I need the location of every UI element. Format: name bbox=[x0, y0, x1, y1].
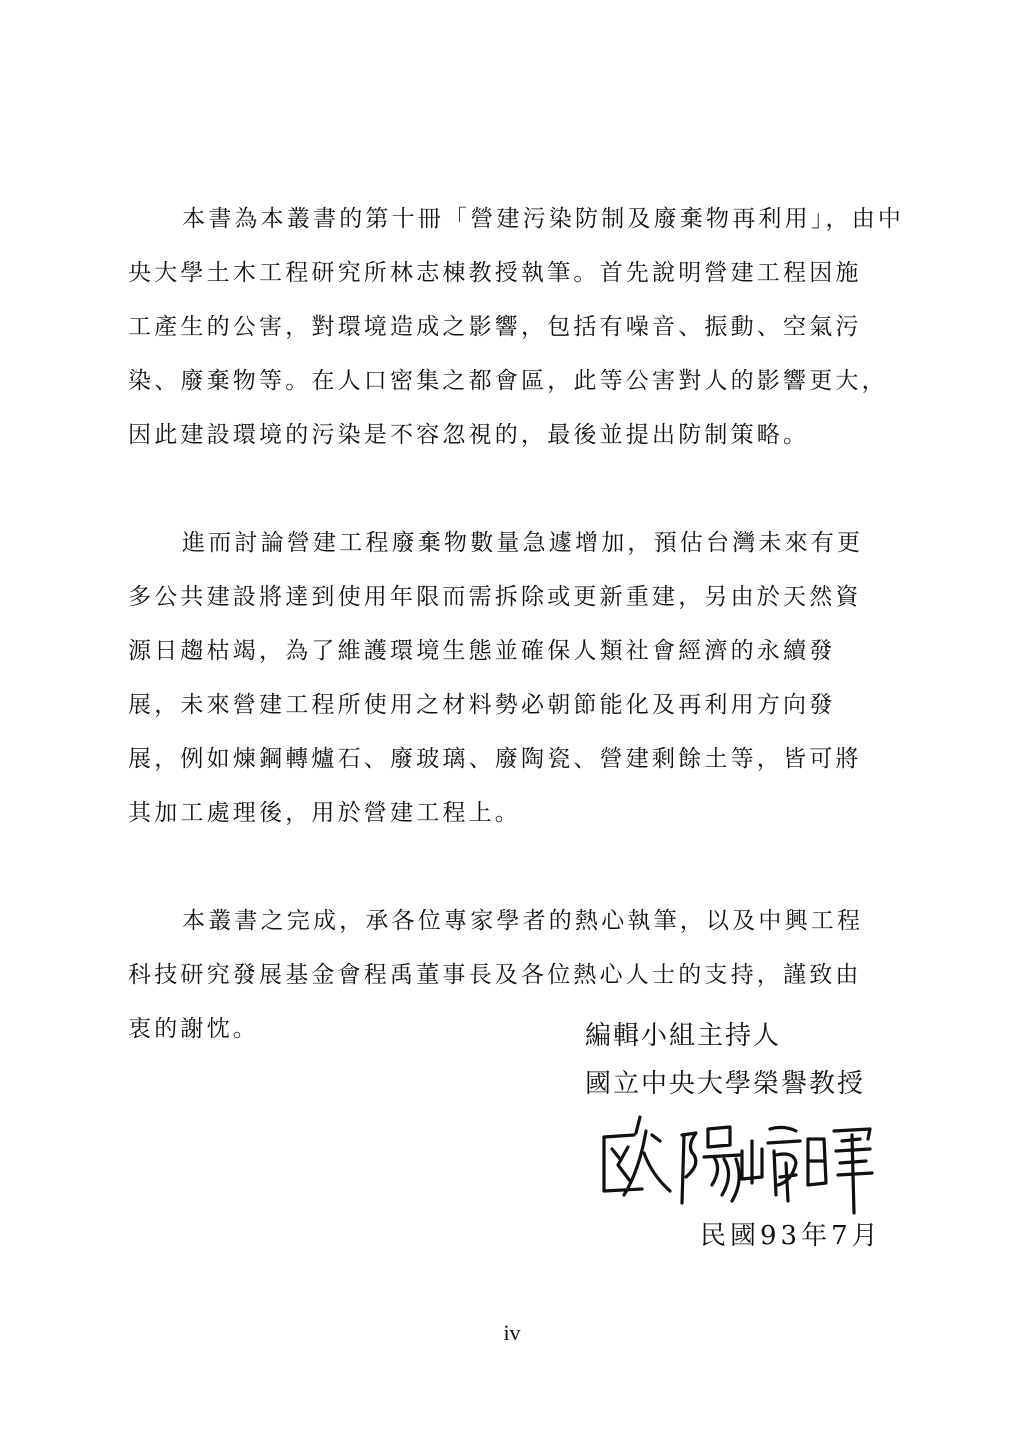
text-line: 展，未來營建工程所使用之材料勢必朝節能化及再利用方向發 bbox=[128, 692, 836, 718]
text-line: 進而討論營建工程廢棄物數量急遽增加，預估台灣未來有更 bbox=[182, 530, 864, 556]
text-line: 展，例如煉鋼轉爐石、廢玻璃、廢陶瓷、營建剩餘土等，皆可將 bbox=[128, 746, 862, 772]
editor-affiliation: 國立中央大學榮譽教授 bbox=[585, 1069, 866, 1099]
text-line: 本書為本叢書的第十冊「營建污染防制及廢棄物再利用」，由中 bbox=[182, 206, 905, 232]
text-line: 科技研究發展基金會程禹董事長及各位熱心人士的支持，謹致由 bbox=[128, 962, 862, 988]
paragraph bbox=[128, 192, 903, 462]
text-line: 其加工處理後，用於營建工程上。 bbox=[128, 800, 521, 826]
paragraph bbox=[128, 894, 903, 1056]
text-line: 央大學土木工程研究所林志棟教授執筆。首先說明營建工程因施 bbox=[128, 260, 862, 286]
text-line: 工產生的公害，對環境造成之影響，包括有噪音、振動、空氣污 bbox=[128, 314, 862, 340]
page-number: iv bbox=[503, 1320, 521, 1345]
text-line: 因此建設環境的污染是不容忽視的，最後並提出防制策略。 bbox=[128, 422, 810, 448]
editor-role: 編輯小組主持人 bbox=[585, 1021, 782, 1051]
handwritten-signature bbox=[590, 1105, 880, 1217]
text-line: 本叢書之完成，承各位專家學者的熱心執筆，以及中興工程 bbox=[182, 908, 864, 934]
text-line: 衷的謝忱。 bbox=[128, 1016, 259, 1042]
text-line: 多公共建設將達到使用年限而需拆除或更新重建，另由於天然資 bbox=[128, 584, 862, 610]
date: 民國93年7月 bbox=[700, 1221, 882, 1251]
preface-body bbox=[128, 192, 903, 1056]
text-line: 染、廢棄物等。在人口密集之都會區，此等公害對人的影響更大， bbox=[128, 368, 888, 394]
paragraph bbox=[128, 516, 903, 840]
text-line: 源日趨枯竭，為了維護環境生態並確保人類社會經濟的永續發 bbox=[128, 638, 836, 664]
